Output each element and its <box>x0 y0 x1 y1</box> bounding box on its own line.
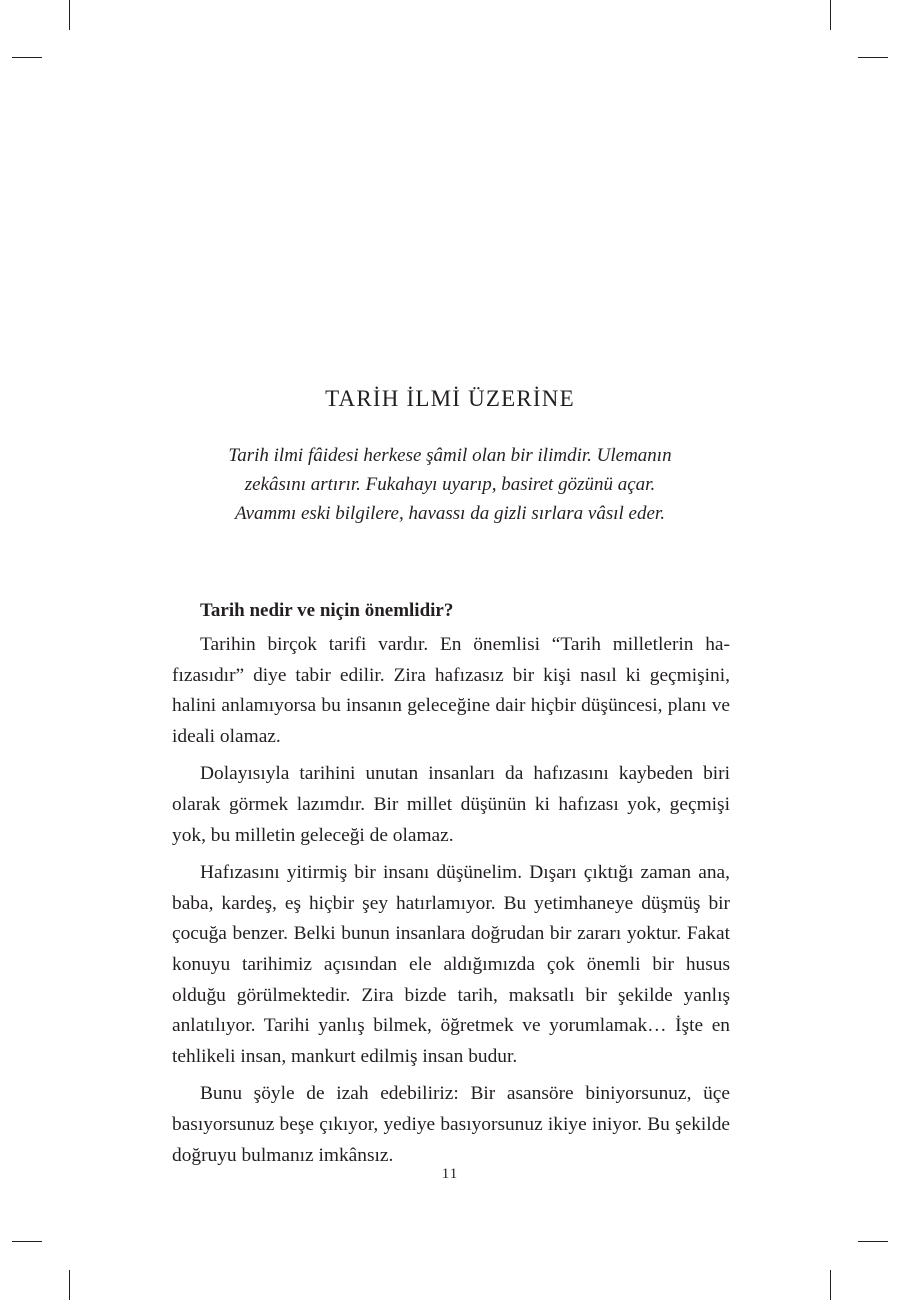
section-heading: Tarih nedir ve niçin önemlidir? <box>200 600 454 621</box>
paragraph: Tarihin birçok tarifi vardır. En önemlisi “Tarih milletlerin hafızasıdır” diye tabir edilir. Zira hafızasız bir kişi nasıl ki geçmişini, halini anlamıyorsa bu insanın geleceğine dair hiçbir düşüncesi, planı ve ideali olamaz. <box>172 634 730 747</box>
page-number: 11 <box>441 1166 459 1182</box>
crop-mark-top-right <box>830 0 831 30</box>
crop-mark-bottom-right <box>830 1270 831 1300</box>
crop-mark-bottom-left <box>69 1270 70 1300</box>
chapter-title: TARİH İLMİ ÜZERİNE <box>325 386 575 411</box>
body-text <box>172 596 730 1178</box>
crop-mark-top-left <box>69 0 70 30</box>
paragraph: Hafızasını yitirmiş bir insanı düşünelim. Dışarı çıktığı zaman ana, baba, kardeş, eş hiçbir şey hatırlamıyor. Bu yetimhaneye düşmüş bir çocuğa benzer. Belki bunun insanlara doğrudan bir zararı yoktur. Fakat konuyu tarihimiz açısından ele aldığımızda çok önemli bir husus olduğu görülmektedir. Zira bizde tarih, maksatlı bir şekilde yanlış anlatılıyor. Tarihi yanlış bilmek, öğretmek ve yorumlamak… İşte en tehlikeli insan, mankurt edilmiş insan budur. <box>172 862 730 1067</box>
paragraph: Bunu şöyle de izah edebiliriz: Bir asansöre biniyorsunuz, üçe basıyorsunuz beşe çıkıyor, yediye basıyorsunuz ikiye iniyor. Bu şekilde doğruyu bulmanız imkânsız. <box>172 1083 730 1166</box>
crop-mark-right-bottom <box>858 1241 888 1242</box>
epigraph-quote: Tarih ilmi fâidesi herkese şâmil olan bir ilimdir. Ulemanın zekâsını artırır. Fukahayı uyarıp, basiret gözünü açar. Avammı eski bilgilere, havassı da gizli sırlara vâsıl eder. <box>228 445 672 524</box>
crop-mark-right-top <box>858 57 888 58</box>
crop-mark-left-top <box>12 57 42 58</box>
crop-mark-left-bottom <box>12 1241 42 1242</box>
paragraph: Dolayısıyla tarihini unutan insanları da hafızasını kaybeden biri olarak görmek lazımdır. Bir millet düşünün ki hafızası yok, geçmişi yok, bu milletin geleceği de olamaz. <box>172 763 730 846</box>
